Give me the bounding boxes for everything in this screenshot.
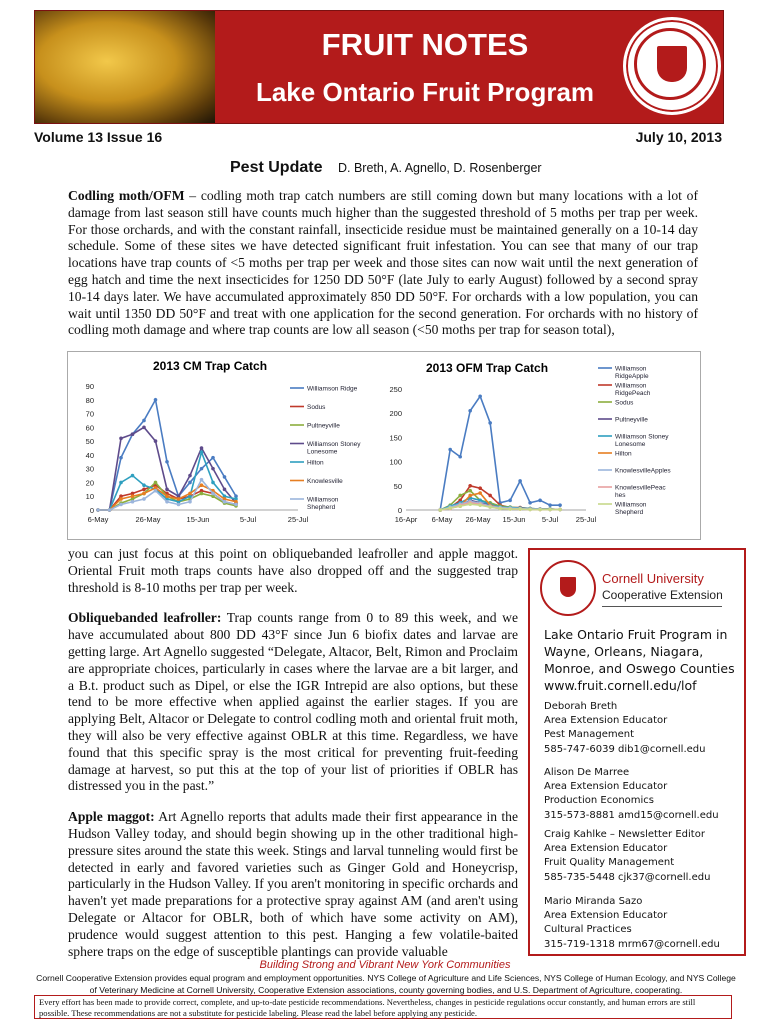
x-tick-label: 5-Jul	[239, 515, 257, 524]
legend-label: KnowlesvillePeac hes	[615, 484, 666, 499]
data-point	[211, 456, 215, 460]
data-point	[528, 501, 532, 505]
contact-name: Craig Kahlke – Newsletter Editor	[544, 829, 705, 840]
data-point	[538, 499, 542, 503]
data-point	[119, 503, 123, 507]
y-tick-label: 100	[389, 457, 402, 467]
data-point	[211, 481, 215, 485]
data-point	[188, 500, 192, 504]
x-tick-label: 15-Jun	[186, 515, 210, 524]
data-point	[142, 426, 146, 430]
data-point	[548, 503, 552, 507]
data-point	[200, 492, 204, 496]
y-tick-label: 40	[85, 450, 94, 460]
equal-opportunity-statement: Cornell Cooperative Extension provides equal program and employment opportunities. NYS College of Agriculture and Life Sciences, NYS College of Human Ecology, and NYS College of Veterinary Medicine at Cornell University, Cooperative Extension associations, county governing bodies, and U.S. Department of Agriculture, cooperating.	[36, 973, 736, 995]
y-tick-label: 200	[389, 409, 402, 419]
legend-label: KnowlesvilleApples	[615, 467, 671, 475]
series-line	[440, 396, 560, 510]
y-tick-label: 250	[389, 385, 402, 394]
issue-date: July 10, 2013	[635, 129, 722, 145]
data-point	[188, 474, 192, 478]
data-point	[188, 481, 192, 485]
legend-label: Williamson Shepherd	[615, 501, 647, 516]
contact-area: Cultural Practices	[544, 924, 632, 936]
legend-label: Williamson Stoney Lonesome	[615, 433, 669, 448]
x-tick-label: 26-May	[135, 515, 161, 524]
data-point	[131, 500, 135, 504]
y-tick-label: 90	[85, 382, 94, 391]
data-point	[468, 489, 472, 493]
contact-area: Production Economics	[544, 795, 654, 807]
y-tick-label: 60	[85, 423, 94, 433]
data-point	[488, 421, 492, 425]
data-point	[223, 488, 227, 492]
codling-moth-paragraph	[68, 188, 698, 339]
data-point	[558, 503, 562, 507]
data-point	[538, 508, 542, 512]
x-tick-label: 5-Jul	[541, 515, 559, 524]
contact-name: Alison De Marree	[544, 767, 630, 778]
contact-card	[544, 828, 744, 885]
data-point	[488, 505, 492, 509]
contact-title: Area Extension Educator	[544, 910, 668, 922]
data-point	[119, 481, 123, 485]
legend-label: Williamson Ridge	[307, 385, 358, 393]
data-point	[119, 497, 123, 501]
oblr-text: Trap counts range from 0 to 89 this week, and we have accumulated about 800 DD 43°F since Jun 6 biofix dates and larvae are getting large. Art Agnello suggested “Delegate, Altacor, Belt, Rimon and Proclaim are appropriate choices, particularly in cases where the larvae are a bit larger, and a B.t. product such as Dipel, or else the IGR Intrepid are also options, but these tend to be more effective when applied against the earlier stages. If you are applying Belt, Altacor or Delegate to control codling moth and oriental fruit moth, they will also be very effective against OBLR at this time. Regardless, we have found that this specific spray is the most critical for preventing fruit-feeding damage at harvest, so put this at the top of your list of priorities if OBLR has distressed you in the past.”	[68, 610, 518, 794]
data-point	[142, 483, 146, 487]
codling-heading: Codling moth/OFM	[68, 188, 185, 203]
y-tick-label: 0	[89, 506, 94, 515]
data-point	[468, 494, 472, 498]
data-point	[142, 497, 146, 501]
contact-name: Mario Miranda Sazo	[544, 896, 643, 907]
x-tick-label: 6-May	[431, 515, 453, 524]
legend-label: Pultneyville	[307, 422, 340, 430]
newsletter-title: FRUIT NOTES	[321, 27, 529, 62]
codling-continued: you can just focus at this point on obliquebanded leafroller and apple maggot. Oriental Fruit moth traps counts have also dropped off and the suggested trap threshold is 8-10 moths per trap per week.	[68, 546, 518, 595]
legend-label: Sodus	[615, 399, 634, 407]
y-tick-label: 50	[393, 481, 402, 491]
data-point	[154, 481, 158, 485]
pest-update-authors: D. Breth, A. Agnello, D. Rosenberger	[338, 161, 542, 175]
contact-title: Area Extension Educator	[544, 781, 668, 793]
data-point	[154, 489, 158, 493]
contact-card	[544, 895, 744, 952]
data-point	[223, 475, 227, 479]
data-point	[518, 507, 522, 511]
data-point	[188, 492, 192, 496]
contact-area: Pest Management	[544, 729, 635, 741]
charts-svg	[68, 352, 700, 539]
data-point	[131, 474, 135, 478]
data-point	[142, 492, 146, 496]
legend-label: Williamson RidgeApple	[615, 365, 649, 380]
newsletter-header	[34, 10, 724, 124]
data-point	[154, 398, 158, 402]
data-point	[108, 508, 112, 512]
contact-title: Area Extension Educator	[544, 843, 668, 855]
data-point	[478, 486, 482, 490]
contact-contact[interactable]: 315-573-8881 amd15@cornell.edu	[544, 809, 719, 821]
data-point	[119, 437, 123, 441]
legend-label: Hilton	[307, 459, 324, 467]
pest-update-heading: Pest Update	[230, 159, 323, 176]
data-point	[96, 508, 100, 512]
data-point	[131, 432, 135, 436]
legend-label: Williamson Shepherd	[307, 496, 339, 511]
data-point	[448, 448, 452, 452]
left-column-text	[68, 546, 518, 960]
data-point	[200, 446, 204, 450]
data-point	[548, 508, 552, 512]
contact-contact[interactable]: 315-719-1318 mrm67@cornell.edu	[544, 938, 720, 950]
contact-contact[interactable]: 585-747-6039 dib1@cornell.edu	[544, 743, 706, 755]
x-tick-label: 25-Jul	[287, 515, 309, 524]
y-tick-label: 10	[85, 492, 94, 502]
legend-label: Knowlesville	[307, 478, 343, 485]
data-point	[468, 502, 472, 506]
cce-name: Cornell University	[602, 571, 704, 586]
fruit-photo	[35, 11, 215, 123]
contact-sidebar	[528, 548, 746, 956]
cm-chart-title: 2013 CM Trap Catch	[153, 359, 268, 373]
y-tick-label: 150	[389, 433, 402, 443]
data-point	[498, 507, 502, 511]
cce-seal-logo	[540, 560, 596, 616]
data-point	[478, 503, 482, 507]
y-tick-label: 20	[85, 478, 94, 488]
data-point	[478, 394, 482, 398]
x-tick-label: 16-Apr	[394, 515, 418, 524]
y-tick-label: 0	[397, 506, 402, 515]
y-tick-label: 50	[85, 437, 94, 447]
data-point	[177, 503, 181, 507]
x-tick-label: 15-Jun	[502, 515, 526, 524]
y-tick-label: 80	[85, 395, 94, 405]
data-point	[518, 479, 522, 483]
x-tick-label: 26-May	[465, 515, 491, 524]
cornell-seal-logo	[623, 17, 721, 115]
data-point	[488, 494, 492, 498]
apple-maggot-text: Art Agnello reports that adults made their first appearance in the Hudson Valley today, and should begin showing up in the other traditional high-pressure sites around the state this week. Stings and larval tunneling would first be detected in early and favored varieties such as Ginger Gold and Honeycrisp, particularly in the Hudson Valley. If you aren't monitoring in specific orchards and haven't yet made preparations for a protective spray against AM (and aren't using Delegate or Altacor for OBLR, both of which have some activity on AM), prudence would suggest attention to this pest. Hanging a few volatile-baited sphere traps on the edge of susceptible plantings can provide valuable	[68, 809, 518, 959]
contact-title: Area Extension Educator	[544, 715, 668, 727]
data-point	[211, 492, 215, 496]
program-name: Lake Ontario Fruit Program in Wayne, Orleans, Niagara, Monroe, and Oswego Counties	[544, 627, 735, 676]
data-point	[119, 456, 123, 460]
contact-name: Deborah Breth	[544, 701, 618, 712]
legend-label: Hilton	[615, 450, 632, 458]
x-tick-label: 6-May	[87, 515, 109, 524]
program-website[interactable]: www.fruit.cornell.edu/lof	[544, 678, 697, 693]
data-point	[200, 450, 204, 454]
data-point	[458, 494, 462, 498]
ofm-chart-title: 2013 OFM Trap Catch	[426, 361, 549, 375]
data-point	[468, 484, 472, 488]
apple-maggot-paragraph	[68, 809, 518, 960]
data-point	[165, 500, 169, 504]
pesticide-disclaimer: Every effort has been made to provide correct, complete, and up-to-date pesticide recommendations. Nevertheless, changes in pesticide regulations occur constantly, and human errors are still possible. These recommendations are not a substitute for pesticide labeling. Please read the label before applying any pesticide.	[34, 995, 732, 1019]
data-point	[177, 497, 181, 501]
contact-card	[544, 766, 744, 823]
legend-label: Williamson RidgePeach	[615, 382, 651, 397]
data-point	[468, 409, 472, 413]
data-point	[508, 499, 512, 503]
oblr-paragraph	[68, 610, 518, 795]
cce-rule	[602, 606, 722, 607]
data-point	[165, 488, 169, 492]
x-tick-label: 25-Jul	[575, 515, 597, 524]
data-point	[508, 507, 512, 511]
data-point	[448, 506, 452, 510]
footer-slogan: Building Strong and Vibrant New York Communities	[259, 959, 511, 971]
cce-subname: Cooperative Extension	[602, 588, 723, 602]
data-point	[165, 460, 169, 464]
program-info	[544, 626, 744, 694]
data-point	[142, 419, 146, 423]
legend-label: Pultneyville	[615, 416, 648, 424]
newsletter-subtitle: Lake Ontario Fruit Program	[255, 77, 595, 107]
data-point	[131, 494, 135, 498]
data-point	[458, 455, 462, 459]
apple-maggot-heading: Apple maggot:	[68, 809, 155, 825]
data-point	[200, 483, 204, 487]
volume-issue: Volume 13 Issue 16	[34, 129, 163, 145]
data-point	[165, 494, 169, 498]
contact-contact[interactable]: 585-735-5448 cjk37@cornell.edu	[544, 871, 711, 883]
legend-label: Williamson Stoney Lonesome	[307, 441, 361, 456]
data-point	[478, 491, 482, 495]
data-point	[200, 467, 204, 471]
data-point	[211, 467, 215, 471]
data-point	[234, 503, 238, 507]
data-point	[438, 508, 442, 512]
contact-area: Fruit Quality Management	[544, 857, 675, 869]
data-point	[142, 488, 146, 492]
data-point	[223, 500, 227, 504]
data-point	[528, 508, 532, 512]
data-point	[154, 439, 158, 443]
data-point	[200, 478, 204, 482]
y-tick-label: 70	[85, 409, 94, 419]
data-point	[458, 504, 462, 508]
data-point	[558, 508, 562, 512]
y-tick-label: 30	[85, 464, 94, 474]
legend-label: Sodus	[307, 404, 326, 411]
oblr-heading: Obliquebanded leafroller:	[68, 610, 222, 626]
trap-catch-charts	[67, 351, 701, 540]
contact-card	[544, 700, 744, 757]
codling-text: – codling moth trap catch numbers are still coming down but many locations with a lot of damage from last season still have counts much higher than the suggested threshold of 5 moths per trap per week. For those orchards, and with the constant rainfall, insecticide residue must be maintained generally on a 10-14 day schedule. Some of these sites we have detected significant fruit infestation. You can see that many of our trap locations have trap counts of <5 moths per trap per week and those sites can now wait until the next generation of egg hatch and time the next insecticides for 1250 DD 50°F (late July to early August) followed by a second spray 10-14 days later. We have accumulated approximately 850 DD 50°F. For orchards with a low population, you can wait until 1350 DD 50°F and treat with one application for the second generation. For orchards with no history of codling moth damage and where trap counts are low all season (<50 moths per trap for season total),	[68, 188, 698, 338]
